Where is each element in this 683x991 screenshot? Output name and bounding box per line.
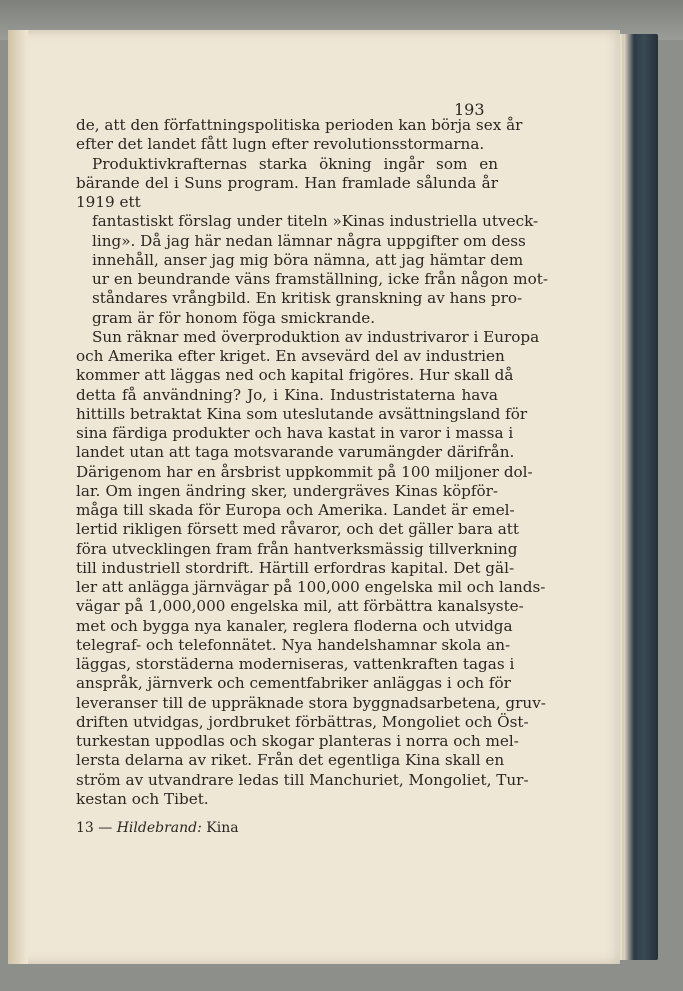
- text-line: telegraf- och telefonnätet. Nya handelshamnar skola an-: [76, 635, 511, 654]
- text-line: ler att anlägga järnvägar på 100,000 engelska mil och lands-: [76, 578, 546, 596]
- text-line: vägar på 1,000,000 engelska mil, att förbättra kanalsyste-: [76, 597, 524, 616]
- text-line: ström av utvandrare ledas till Manchuriet, Mongoliet, Tur-: [76, 770, 529, 789]
- text-line: detta få användning? Jo, i Kina. Industristaterna hava: [76, 385, 498, 404]
- page-number: 193: [454, 100, 485, 119]
- body-text: [76, 116, 548, 809]
- text-line: lar. Om ingen ändring sker, undergräves Kinas köpför-: [76, 481, 498, 500]
- signature-footer: [76, 820, 239, 836]
- text-line: Sun räknar med överproduktion av industrivaror i Europa: [92, 327, 540, 346]
- text-line: kommer att läggas ned och kapital frigöres. Hur skall då: [76, 366, 514, 385]
- text-line: Därigenom har en årsbrist uppkommit på 100 miljoner dol-: [76, 462, 533, 481]
- paragraph-3: [76, 327, 546, 809]
- text-line: läggas, storstäderna moderniseras, vattenkraften tagas i: [76, 655, 515, 673]
- footer-author: Hildebrand:: [116, 820, 202, 836]
- text-line: till industriell stordrift. Härtill erfordras kapital. Det gäl-: [76, 558, 515, 577]
- text-line: sina färdiga produkter och hava kastat in varor i massa i: [76, 424, 514, 442]
- text-line: lersta delarna av riket. Från det egentliga Kina skall en: [76, 751, 505, 770]
- text-line: lertid rikligen försett med råvaror, och det gäller bara att: [76, 520, 519, 539]
- text-line: met och bygga nya kanaler, reglera floderna och utvidga: [76, 616, 513, 635]
- text-line: landet utan att taga motsvarande varumängder därifrån.: [76, 443, 515, 462]
- text-line: fantastiskt förslag under titeln »Kinas industriella utveck-: [92, 212, 539, 231]
- text-line: turkestan uppodlas och skogar planteras i norra och mel-: [76, 732, 519, 750]
- paragraph-2: [76, 154, 548, 328]
- paragraph-1: [76, 116, 523, 155]
- footer-title: Kina: [206, 820, 239, 836]
- text-line: driften utvidgas, jordbruket förbättras, Mongoliet och Öst-: [76, 712, 529, 731]
- text-line: de, att den författningspolitiska perioden kan börja sex år: [76, 116, 523, 134]
- text-line: efter det landet fått lugn efter revolutionsstormarna.: [76, 135, 485, 154]
- text-line: ling». Då jag här nedan lämnar några uppgifter om dess: [92, 231, 526, 250]
- text-line: innehåll, anser jag mig böra nämna, att jag hämtar dem: [92, 250, 524, 269]
- text-line: hittills betraktat Kina som uteslutande avsättningsland för: [76, 404, 528, 423]
- text-line: Produktivkrafternas starka ökning ingår som en bärande del i Suns program. Han framlade sålunda år 1919 ett: [76, 154, 498, 211]
- text-line: och Amerika efter kriget. En avsevärd del av industrien: [76, 347, 505, 365]
- text-line: gram är för honom föga smickrande.: [92, 308, 376, 327]
- page-gutter: [8, 30, 28, 964]
- text-line: ståndares vrångbild. En kritisk granskning av hans pro-: [92, 289, 523, 308]
- text-line: föra utvecklingen fram från hantverksmässig tillverkning: [76, 539, 518, 558]
- text-line: ur en beundrande väns framställning, icke från någon mot-: [92, 270, 548, 288]
- text-line: anspråk, järnverk och cementfabriker anläggas i och för: [76, 674, 511, 693]
- text-line: leveranser till de uppräknade stora byggnadsarbetena, gruv-: [76, 693, 546, 712]
- text-line: måga till skada för Europa och Amerika. Landet är emel-: [76, 501, 515, 519]
- signature-mark: 13 —: [76, 820, 113, 836]
- text-line: kestan och Tibet.: [76, 789, 209, 808]
